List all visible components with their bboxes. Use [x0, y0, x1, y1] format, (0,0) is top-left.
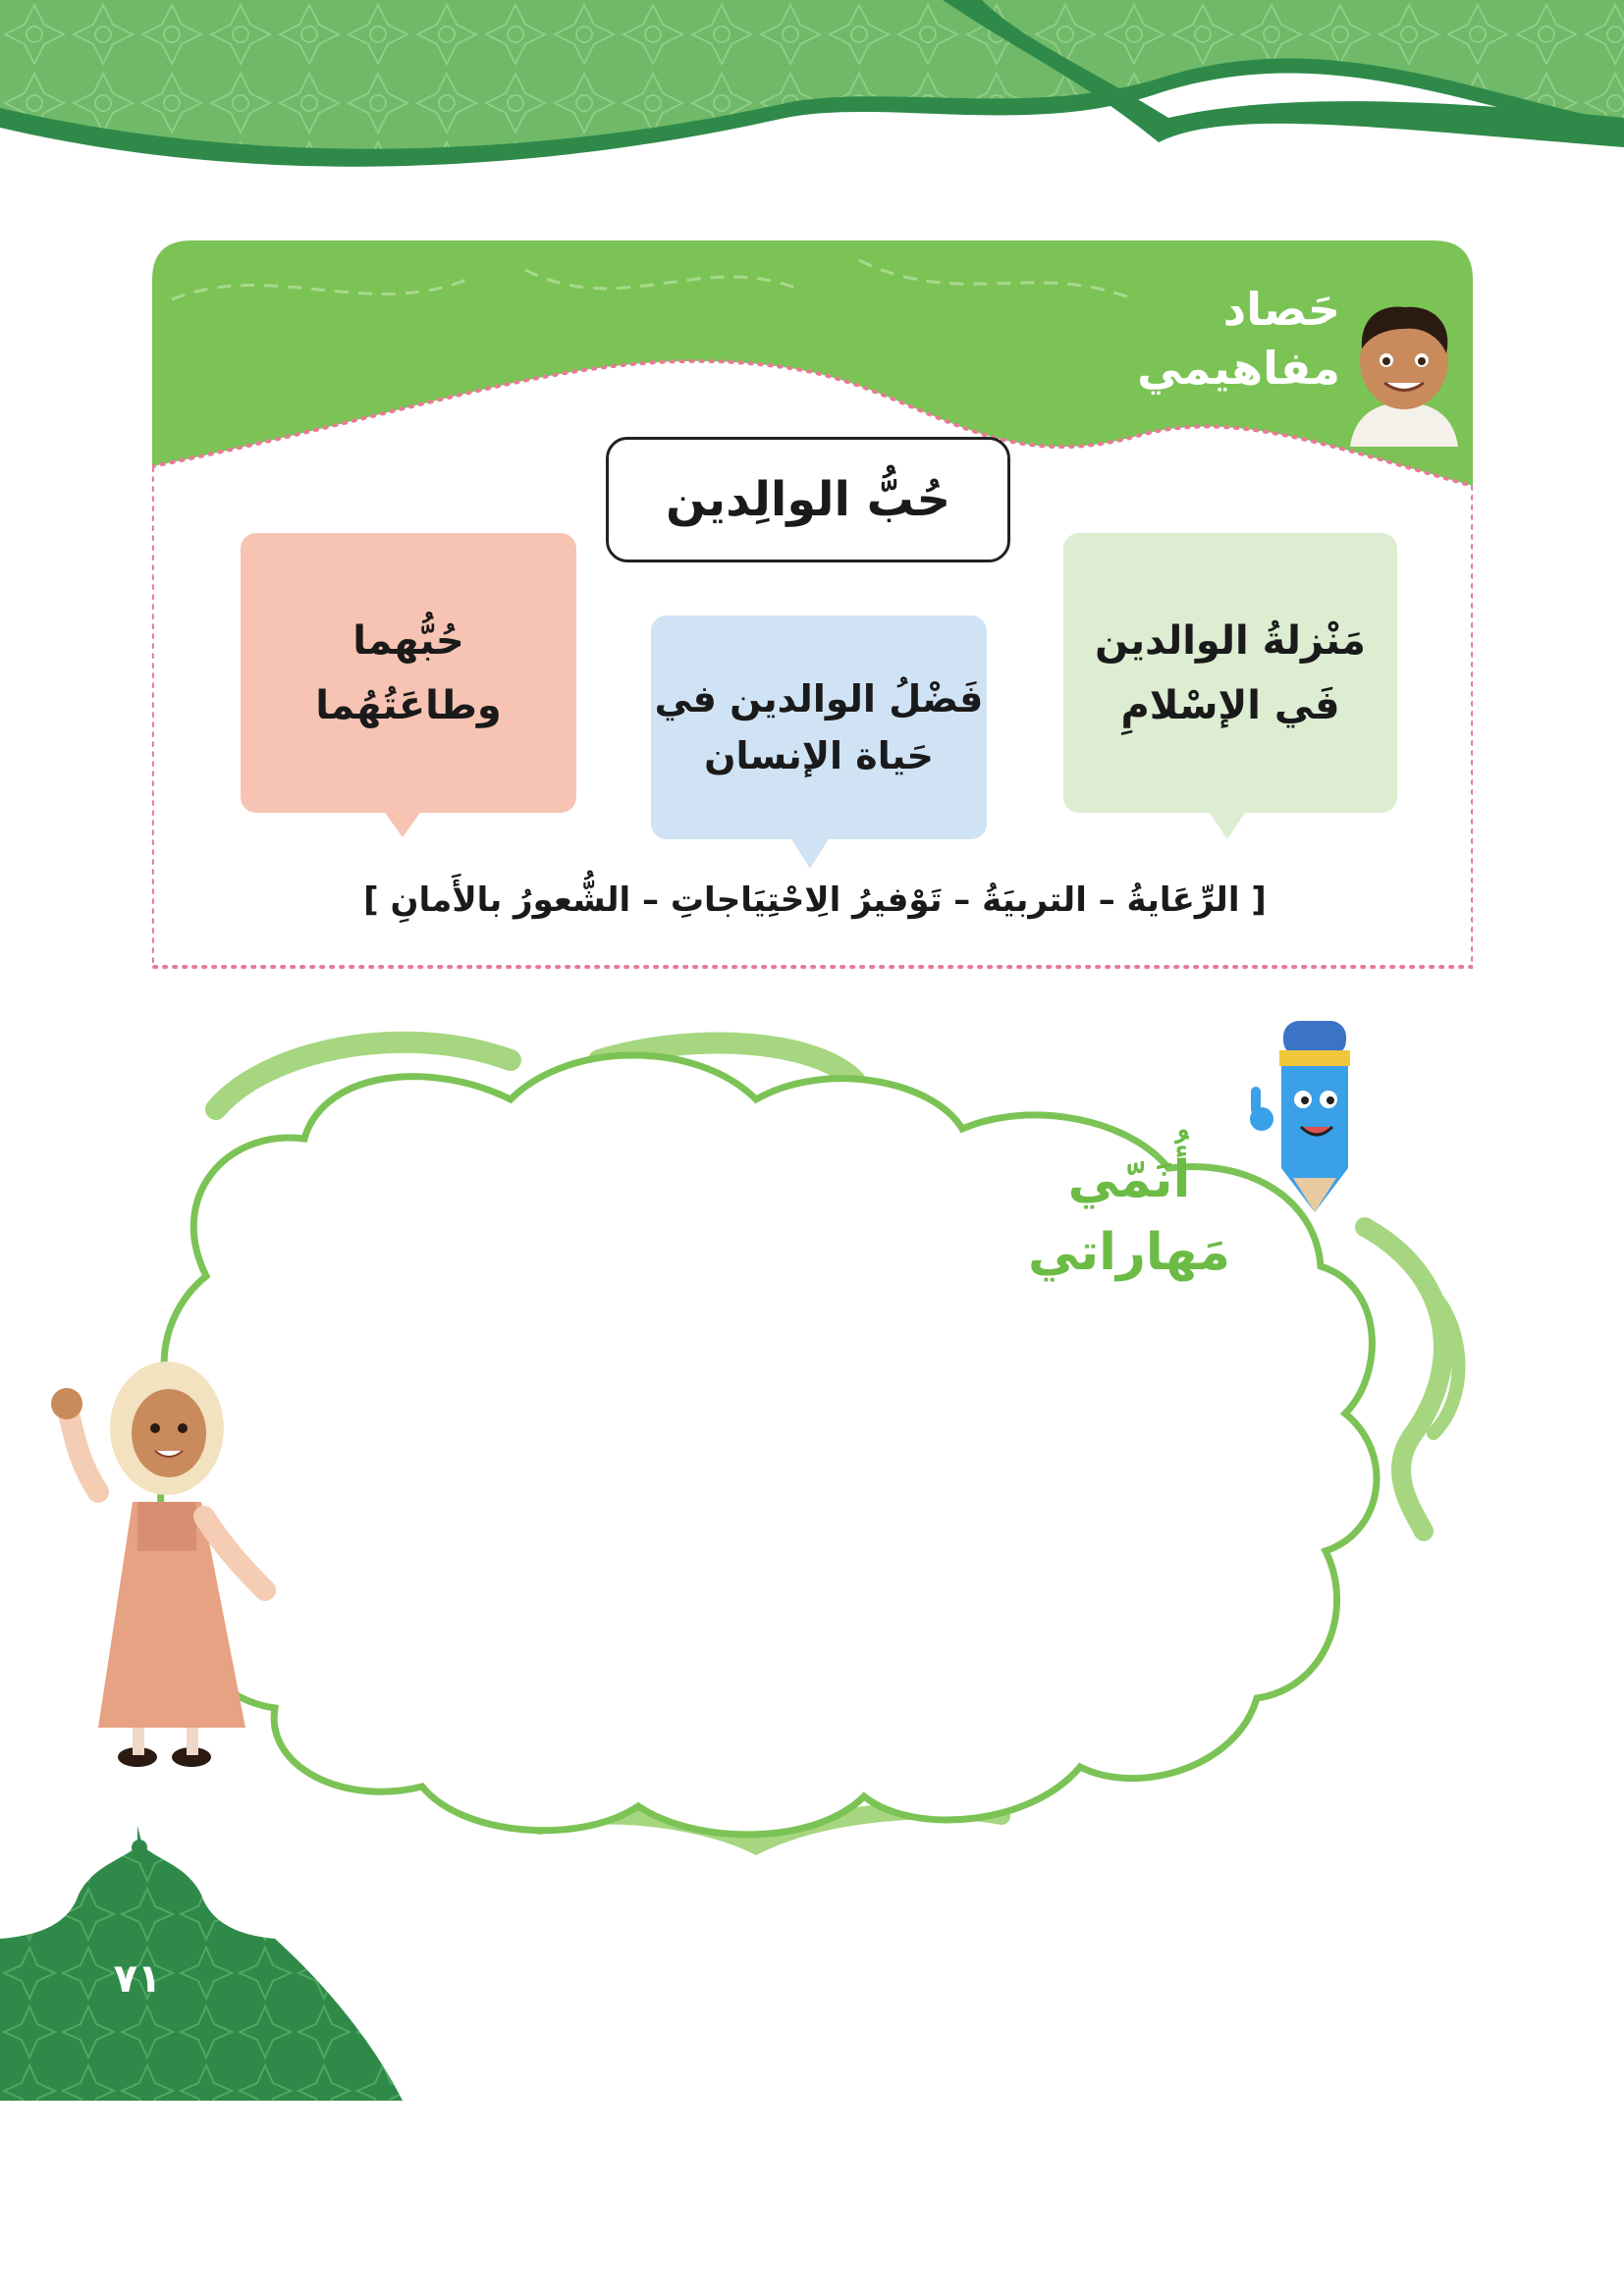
bubble-status-in-islam [1063, 533, 1397, 813]
bubble-2-line1: فَضْلُ الوالدين في [654, 677, 984, 721]
top-decoration [0, 0, 1624, 196]
bubble-parents-virtue [651, 615, 987, 839]
skills-heading-line2: مَهاراتي [1028, 1223, 1230, 1282]
bubble-1-line1: مَنْزلةُ الوالدين [1095, 617, 1366, 664]
bubble-2-line2: حَياة الإنسان [704, 734, 934, 777]
concept-harvest-card [152, 240, 1473, 972]
bubble-1-line2: فَي الإسْلامِ [1120, 682, 1340, 728]
harvest-heading-line2: مفاهيمي [1137, 342, 1340, 395]
bubble-3-line2: وطاعَتُهُما [315, 682, 502, 728]
word-bank: [ الرِّعَايةُ – التربيَةُ – تَوْفيرُ الِاحْتِيَاجاتِ – الشُّعورُ بالأَمانِ ] [363, 881, 1267, 920]
pencil-mascot [1232, 1021, 1370, 1217]
mosque-decoration [0, 1826, 412, 2101]
page-number: ٧١ [113, 1956, 162, 2002]
bubble-love-obedience [241, 533, 576, 813]
topic-title: حُبُّ الوالِدين [665, 472, 951, 527]
girl-illustration [39, 1355, 295, 1777]
harvest-heading [1085, 280, 1340, 398]
bubble-3-line1: حُبُّهما [352, 617, 464, 664]
harvest-heading-line1: حَصاد [1222, 283, 1340, 336]
boy-avatar [1340, 299, 1468, 447]
topic-title-box [606, 437, 1010, 562]
skills-heading-line1: أُنَمّي [1067, 1150, 1191, 1209]
skills-heading [1011, 1144, 1247, 1289]
